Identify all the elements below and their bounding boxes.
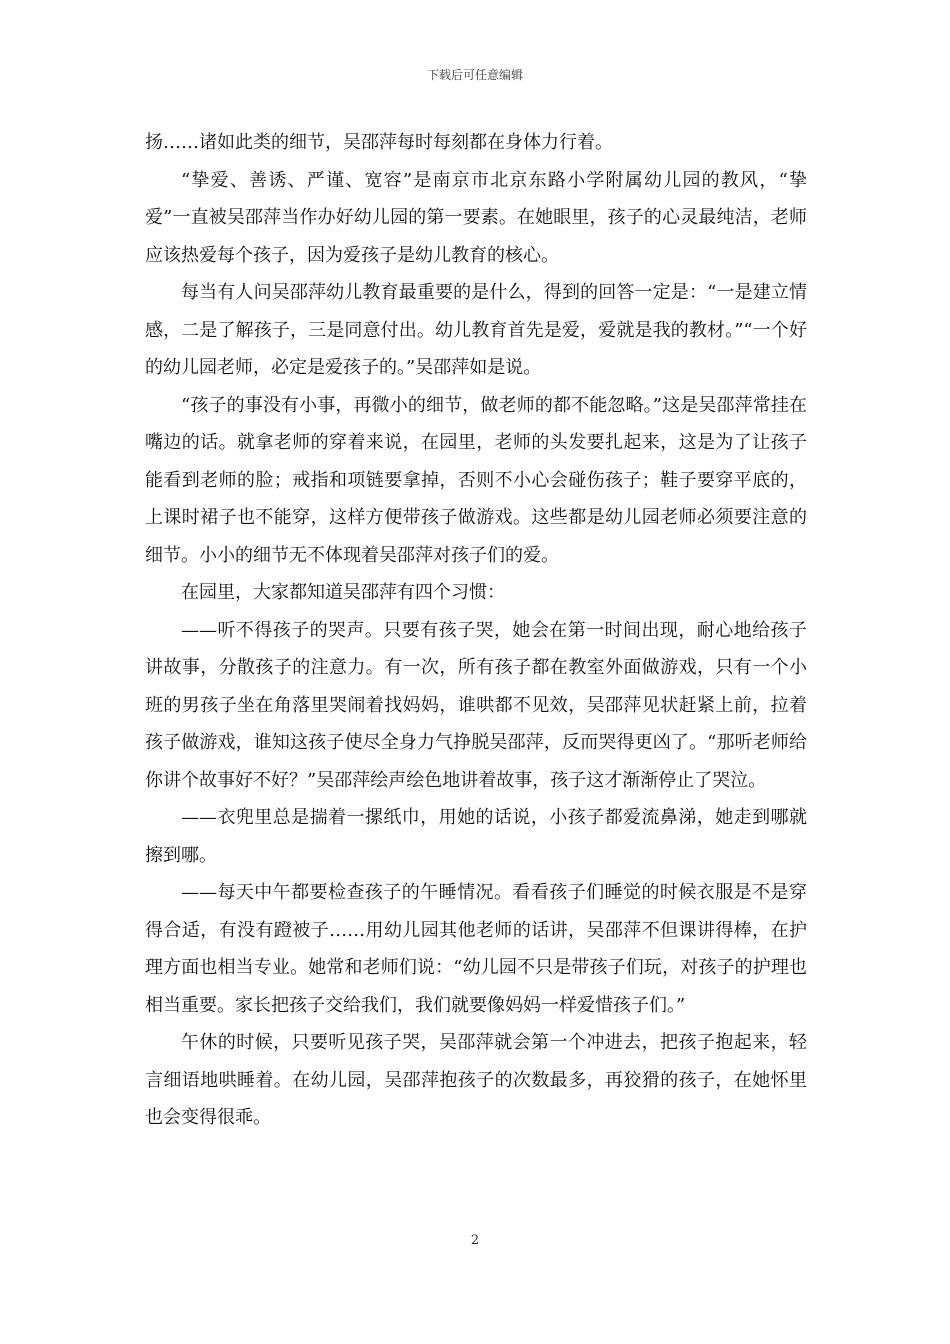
- paragraph: ——听不得孩子的哭声。只要有孩子哭，她会在第一时间出现，耐心地给孩子讲故事，分散孩子的注意力。有一次，所有孩子都在教室外面做游戏，只有一个小班的男孩子坐在角落里哭闹着找妈妈，谁哄都不见效，吴邵萍见状赶紧上前，拉着孩子做游戏，谁知这孩子使尽全身力气挣脱吴邵萍，反而哭得更凶了。“那听老师给你讲个故事好不好？”吴邵萍绘声绘色地讲着故事，孩子这才渐渐停止了哭泣。: [145, 619, 807, 791]
- paragraph: “孩子的事没有小事，再微小的细节，做老师的都不能忽略。”这是吴邵萍常挂在嘴边的话。就拿老师的穿着来说，在园里，老师的头发要扎起来，这是为了让孩子能看到老师的脸；戒指和项链要拿掉，否则不小心会碰伤孩子；鞋子要穿平底的，上课时裙子也不能穿，这样方便带孩子做游戏。这些都是幼儿园老师必须要注意的细节。小小的细节无不体现着吴邵萍对孩子们的爱。: [145, 394, 807, 566]
- page-header-note: 下载后可任意编辑: [426, 68, 523, 82]
- paragraph: “挚爱、善诱、严谨、宽容”是南京市北京东路小学附属幼儿园的教风，“挚爱”一直被吴邵萍当作办好幼儿园的第一要素。在她眼里，孩子的心灵最纯洁，老师应该热爱每个孩子，因为爱孩子是幼儿教育的核心。: [145, 169, 807, 266]
- paragraph: 在园里，大家都知道吴邵萍有四个习惯：: [181, 582, 505, 603]
- paragraph: 每当有人问吴邵萍幼儿教育最重要的是什么，得到的回答一定是：“一是建立情感，二是了解孩子，三是同意付出。幼儿教育首先是爱，爱就是我的教材。”“一个好的幼儿园老师，必定是爱孩子的。”吴邵萍如是说。: [145, 282, 807, 378]
- document-body: [145, 124, 807, 1137]
- paragraph: 扬……诸如此类的细节，吴邵萍每时每刻都在身体力行着。: [145, 132, 613, 153]
- paragraph: ——每天中午都要检查孩子的午睡情况。看看孩子们睡觉的时候衣服是不是穿得合适，有没有蹬被子……用幼儿园其他老师的话讲，吴邵萍不但课讲得棒，在护理方面也相当专业。她常和老师们说：“幼儿园不只是带孩子们玩，对孩子的护理也相当重要。家长把孩子交给我们，我们就要像妈妈一样爱惜孩子们。”: [145, 882, 807, 1016]
- page-number: 2: [470, 1233, 480, 1248]
- paragraph: ——衣兜里总是揣着一摞纸巾，用她的话说，小孩子都爱流鼻涕，她走到哪就擦到哪。: [145, 807, 807, 866]
- paragraph: 午休的时候，只要听见孩子哭，吴邵萍就会第一个冲进去，把孩子抱起来，轻言细语地哄睡着。在幼儿园，吴邵萍抱孩子的次数最多，再狡猾的孩子，在她怀里也会变得很乖。: [145, 1032, 807, 1128]
